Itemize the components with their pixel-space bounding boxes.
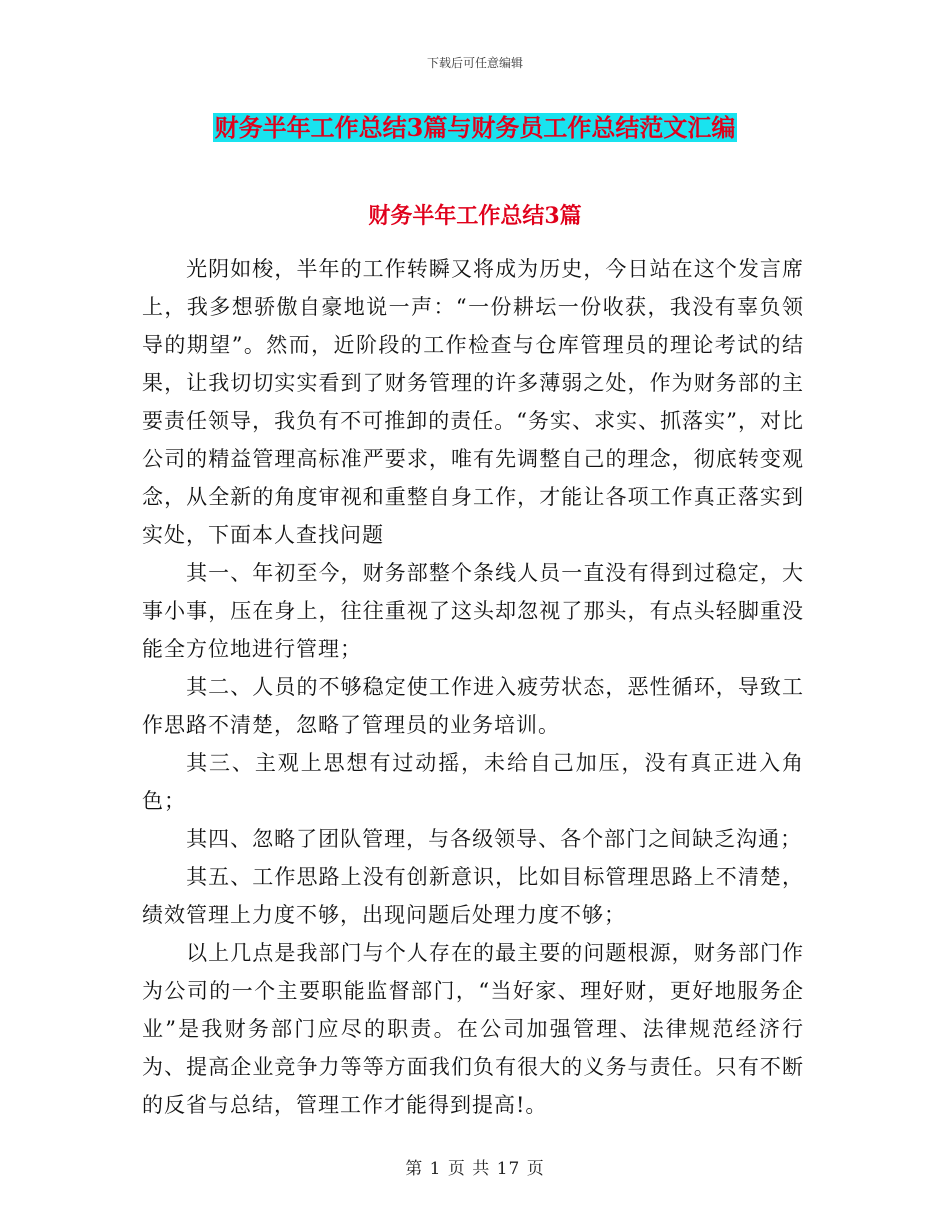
- paragraph: 以上几点是我部门与个人存在的最主要的问题根源，财务部门作为公司的一个主要职能监督部门，“当好家、理好财，更好地服务企业”是我财务部门应尽的职责。在公司加强管理、法律规范经济行为、提高企业竞争力等等方面我们负有很大的义务与责任。只有不断的反省与总结，管理工作才能得到提高!。: [142, 941, 804, 1117]
- page-footer: 第 1 页 共 17 页: [405, 1159, 545, 1179]
- paragraph: 光阴如梭，半年的工作转瞬又将成为历史，今日站在这个发言席上，我多想骄傲自豪地说一声：“一份耕坛一份收获，我没有辜负领导的期望”。然而，近阶段的工作检查与仓库管理员的理论考试的结果，让我切切实实看到了财务管理的许多薄弱之处，作为财务部的主要责任领导，我负有不可推卸的责任。“务实、求实、抓落实”，对比公司的精益管理高标准严要求，唯有先调整自己的理念，彻底转变观念，从全新的角度审视和重整自身工作，才能让各项工作真正落实到实处，下面本人查找问题: [142, 257, 804, 547]
- document-title-text: 财务半年工作总结3篇与财务员工作总结范文汇编: [214, 113, 736, 142]
- paragraph: 其二、人员的不够稳定使工作进入疲劳状态，恶性循环，导致工作思路不清楚，忽略了管理员的业务培训。: [142, 675, 804, 737]
- section-title: 财务半年工作总结3篇: [368, 203, 582, 229]
- paragraph: 其三、主观上思想有过动摇，未给自己加压，没有真正进入角色；: [142, 751, 804, 813]
- header-note: 下载后可任意编辑: [426, 56, 523, 70]
- paragraph: 其一、年初至今，财务部整个条线人员一直没有得到过稳定，大事小事，压在身上，往往重视了这头却忽视了那头，有点头轻脚重没能全方位地进行管理；: [142, 561, 804, 661]
- paragraph: 其四、忽略了团队管理，与各级领导、各个部门之间缺乏沟通；: [186, 827, 803, 851]
- document-title: [0, 110, 950, 146]
- body-text: [142, 250, 804, 1124]
- paragraph: 其五、工作思路上没有创新意识，比如目标管理思路上不清楚，绩效管理上力度不够，出现问题后处理力度不够；: [142, 865, 804, 927]
